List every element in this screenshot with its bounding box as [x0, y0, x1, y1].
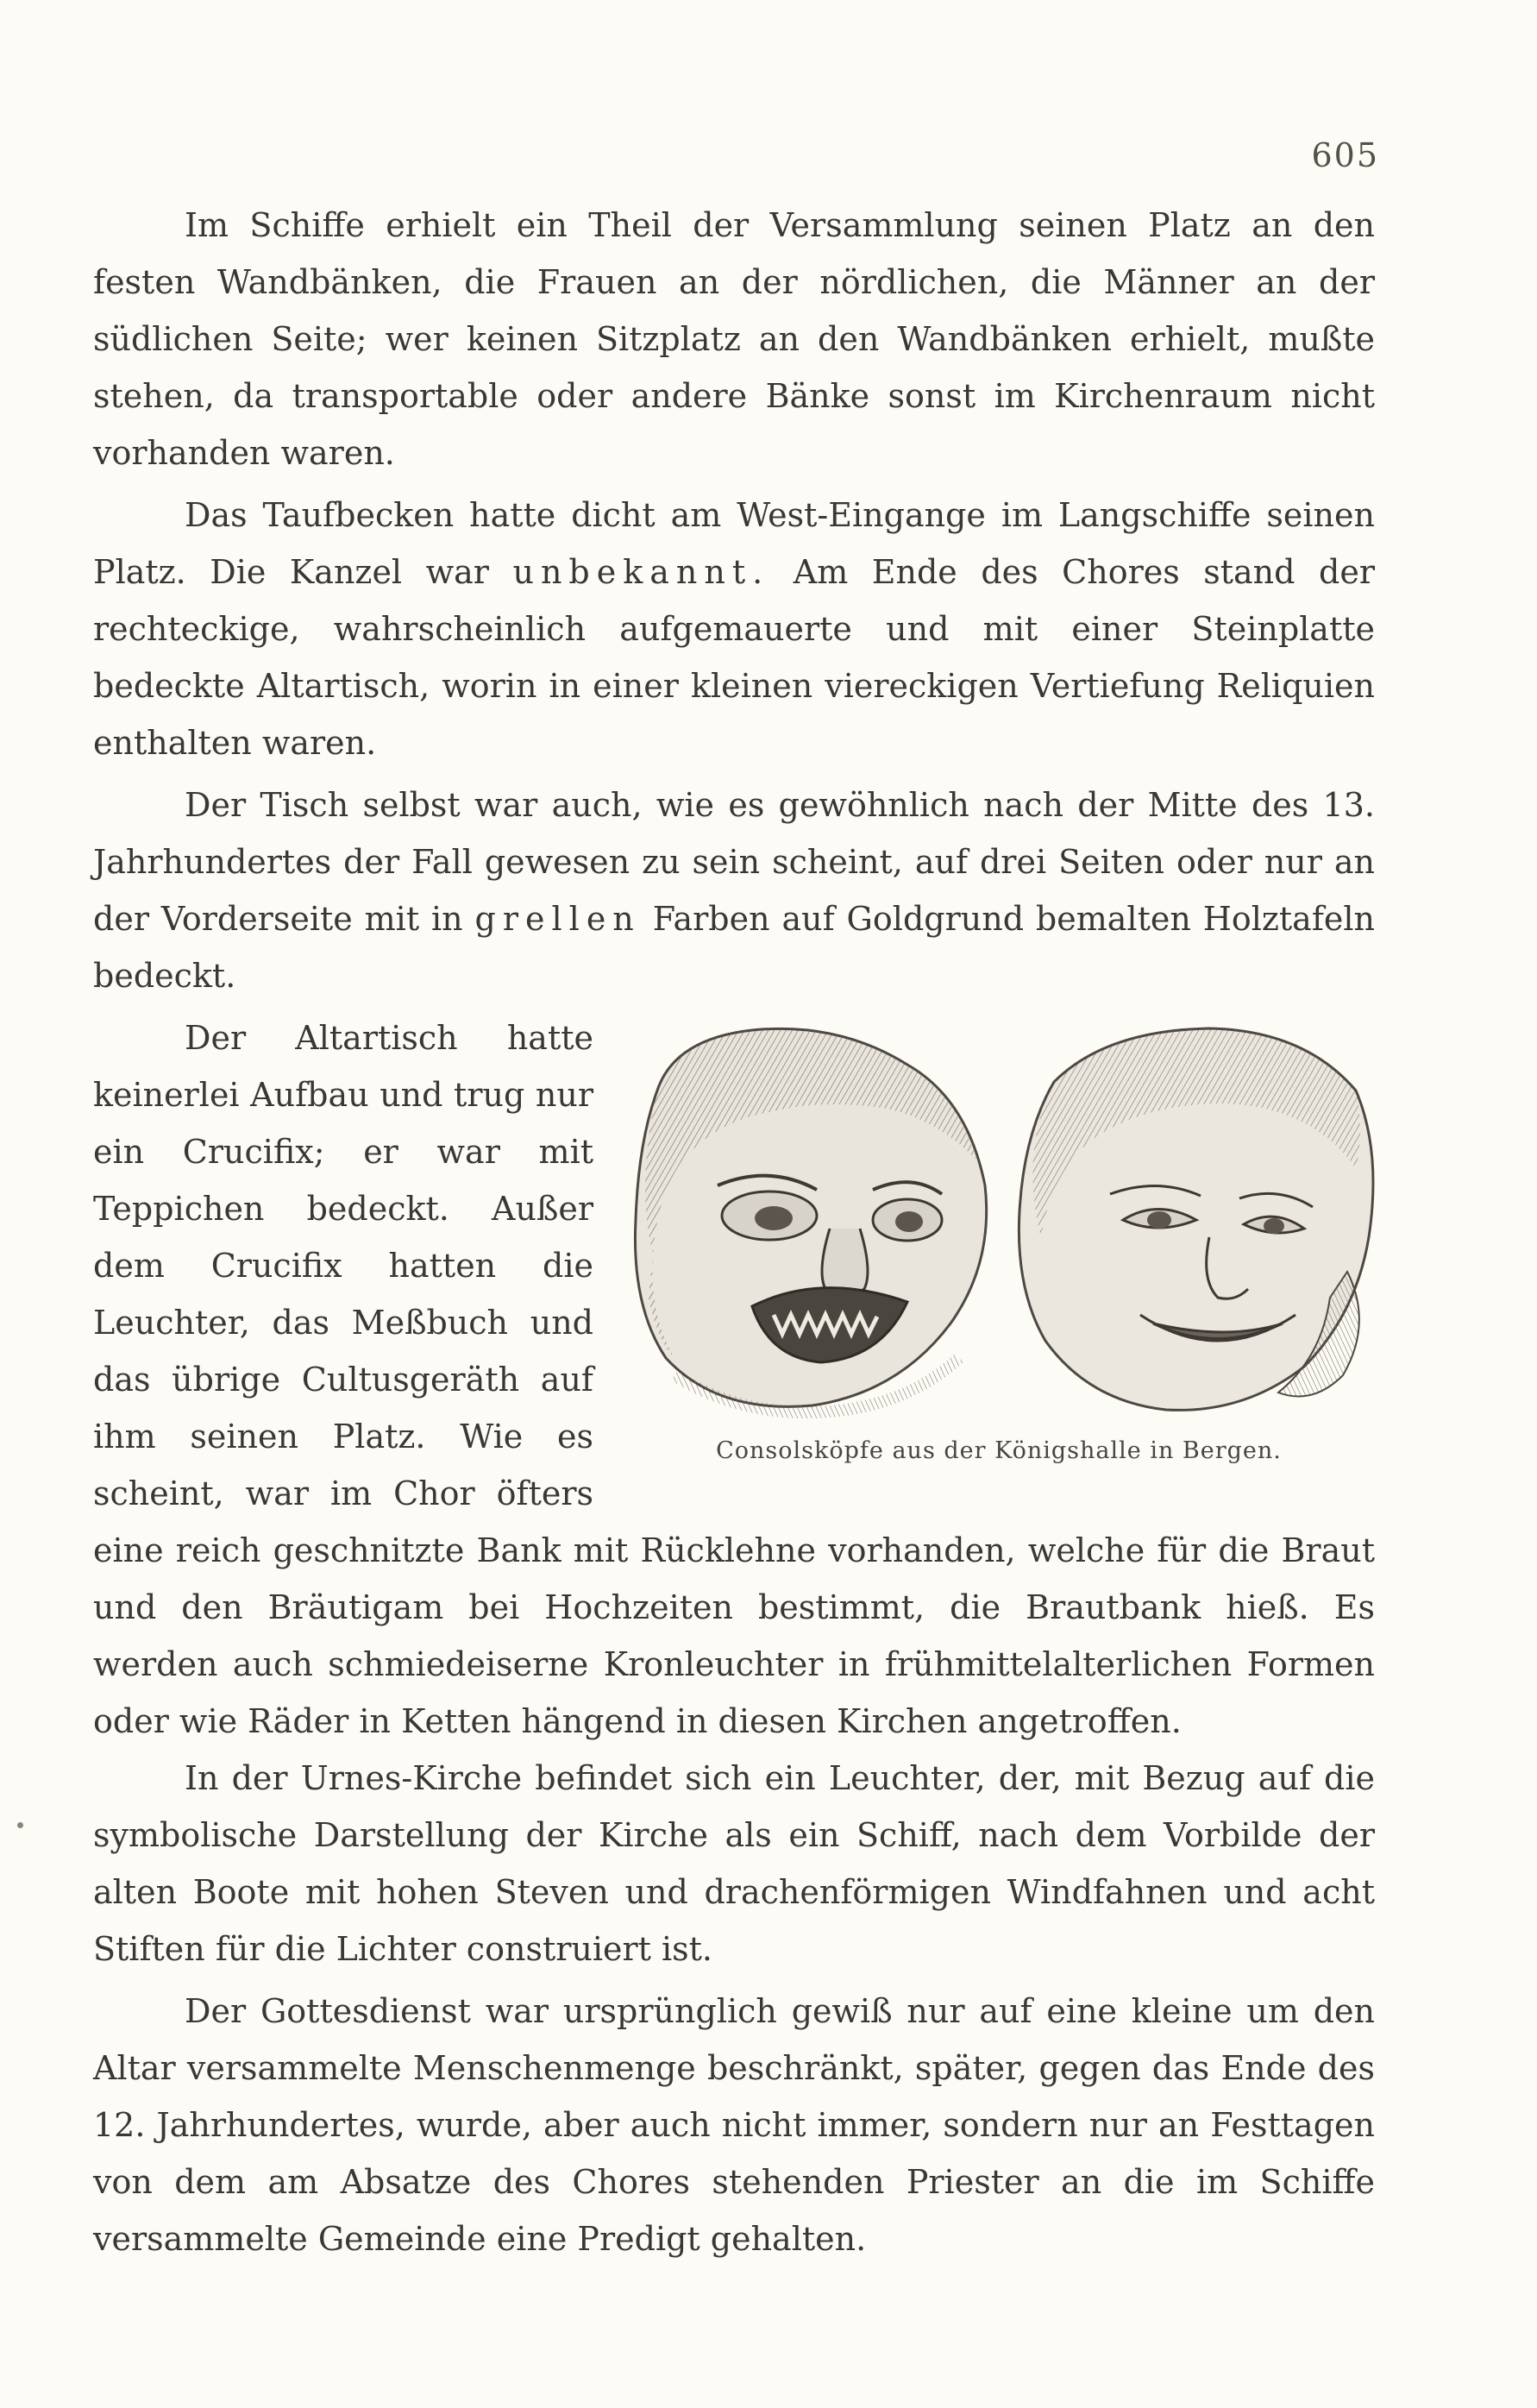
grotesque-head-image — [635, 1028, 986, 1412]
emphasized-word: unbekannt. — [512, 553, 770, 591]
page-number: 605 — [1311, 136, 1379, 174]
body-text — [93, 197, 1375, 2273]
margin-mark — [17, 1822, 23, 1828]
text-run: Das Taufbecken hatte dicht am West-Eingange im Langschiffe seinen Platz. Die Kanzel war — [93, 496, 1375, 591]
smiling-head-image — [1019, 1028, 1373, 1410]
emphasized-word: grellen — [474, 900, 641, 938]
text-run: Farben auf Goldgrund bemalten Holztafeln bedeckt. — [93, 900, 1375, 995]
paragraph — [93, 776, 1375, 1004]
paragraph: Der Gottesdienst war ursprünglich gewiß nur auf eine kleine um den Altar versammelte Menschenmenge beschränkt, später, gegen das Ende des 12. Jahrhundertes, wurde, aber auch nicht immer, sondern nur an Festtagen von dem am Absatze des Chores stehenden Priester an die im Schiffe versammelte Gemeinde eine Predigt gehalten. — [93, 1992, 1375, 2258]
text-run: Am Ende des Chores stand der rechteckige, wahrscheinlich aufgemauerte und mit einer Steinplatte bedeckte Altartisch, worin in einer kleinen viereckigen Vertiefung Reliquien enthalten waren. — [93, 553, 1375, 762]
paragraph: In der Urnes-Kirche befindet sich ein Leuchter, der, mit Bezug auf die symbolische Darstellung der Kirche als ein Schiff, nach dem Vorbilde der alten Boote mit hohen Steven und drachenförmigen Windfahnen und acht Stiften für die Lichter construiert ist. — [93, 1759, 1375, 1968]
figure — [623, 1013, 1375, 1470]
carved-heads-illustration — [623, 1013, 1375, 1427]
paragraph: Im Schiffe erhielt ein Theil der Versammlung seinen Platz an den festen Wandbänken, die Frauen an der nördlichen, die Männer an der südlichen Seite; wer keinen Sitzplatz an den Wandbänken erhielt, mußte stehen, da transportable oder andere Bänke sonst im Kirchenraum nicht vorhanden waren. — [93, 206, 1375, 472]
text-run: Der Altartisch hatte keinerlei Aufbau und trug nur ein Crucifix; er war mit Teppichen bedeckt. Außer dem Crucifix hatten die Leuchter, das Meßbuch und das übrige Cultusgeräth auf ihm seinen Platz. Wie es scheint, war im Chor öfters eine reich geschnitzte Bank mit Rücklehne vorhanden, welche für die Braut und den Bräutigam bei Hochzeiten bestimmt, die Brautbank hieß. Es werden auch schmiedeiserne Kronleuchter in frühmittelalterlichen Formen oder wie Räder in Ketten hängend in diesen Kirchen angetroffen. — [93, 1019, 1375, 1740]
text-run: Der Tisch selbst war auch, wie es gewöhnlich nach der Mitte des 13. Jahrhundertes der Fall gewesen zu sein scheint, auf drei Seiten oder nur an der Vorderseite mit in — [93, 786, 1375, 938]
paragraph — [93, 487, 1375, 771]
paragraph-with-figure — [93, 1009, 1375, 1750]
figure-caption: Consolsköpfe aus der Königshalle in Bergen. — [716, 1437, 1282, 1464]
